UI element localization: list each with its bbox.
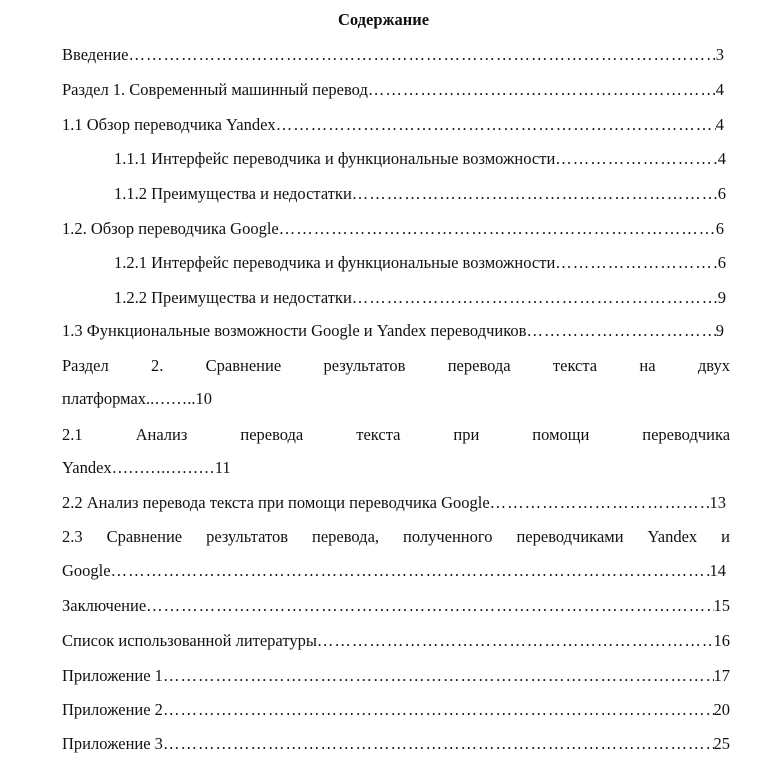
toc-entry-references[interactable] [62, 630, 730, 652]
leader-dots: ..…….. [146, 389, 196, 408]
toc-page-number: 4 [715, 80, 724, 99]
toc-page-number: 6 [717, 184, 726, 203]
toc-word: результатов [323, 356, 406, 375]
toc-page-number: 17 [713, 666, 730, 685]
leader-dots [352, 287, 718, 309]
toc-word: двух [697, 356, 730, 375]
leader-dots [555, 148, 717, 170]
toc-word: Раздел [62, 356, 109, 375]
toc-entry-appendix-1[interactable] [62, 665, 730, 687]
toc-entry-text: платформах [62, 389, 147, 408]
toc-entry-text: Приложение 2 [62, 700, 163, 719]
toc-entry-conclusion[interactable] [62, 595, 730, 617]
toc-page-number: 4 [715, 115, 724, 134]
toc-entry-text: Google [62, 561, 111, 580]
toc-word: и [721, 527, 730, 546]
toc-entry-text: 1.2.2 Преимущества и недостатки [114, 288, 352, 307]
leader-dots [368, 79, 716, 101]
toc-word: переводчика [642, 425, 731, 444]
toc-entry-2-1-cont[interactable] [62, 457, 231, 479]
toc-entry-text: Приложение 3 [62, 734, 163, 753]
toc-word: Сравнение [106, 527, 183, 546]
toc-entry-1-3[interactable] [62, 320, 724, 342]
toc-entry-section-2-cont[interactable] [62, 388, 212, 410]
toc-word: перевода [240, 425, 304, 444]
toc-entry-1-1[interactable] [62, 114, 724, 136]
toc-entry-text: 1.1 Обзор переводчика Yandex [62, 115, 276, 134]
leader-dots [163, 733, 714, 755]
leader-dots [129, 44, 716, 66]
toc-word: Yandex [647, 527, 698, 546]
toc-page-number: 15 [713, 596, 730, 615]
toc-title: Содержание [337, 10, 430, 29]
toc-entry-2-3-cont[interactable] [62, 560, 726, 582]
leader-dots [490, 492, 710, 514]
toc-entry-section-2[interactable] [62, 355, 730, 377]
toc-page-number: 20 [713, 700, 730, 719]
toc-word: помощи [532, 425, 590, 444]
toc-entry-2-3[interactable] [62, 526, 730, 548]
toc-entry-introduction[interactable] [62, 44, 724, 66]
leader-dots: ……….……… [111, 458, 215, 477]
toc-word: при [453, 425, 480, 444]
leader-dots [111, 560, 710, 582]
toc-page-number: 25 [713, 734, 730, 753]
toc-entry-text: Введение [62, 45, 129, 64]
toc-word: перевода, [312, 527, 380, 546]
toc-page-number: 9 [715, 321, 724, 340]
leader-dots [279, 218, 716, 240]
leader-dots [526, 320, 715, 342]
toc-entry-text: 1.3 Функциональные возможности Google и Yandex переводчиков [62, 321, 527, 340]
toc-word: переводчиками [516, 527, 624, 546]
toc-entry-text: Приложение 1 [62, 666, 163, 685]
toc-entry-1-2-2[interactable] [114, 287, 726, 309]
toc-page-number: 4 [717, 149, 726, 168]
toc-entry-text: Заключение [62, 596, 147, 615]
toc-entry-text: 1.1.2 Преимущества и недостатки [114, 184, 352, 203]
toc-page-number: 11 [214, 458, 231, 477]
toc-entry-appendix-3[interactable] [62, 733, 730, 755]
toc-entry-text: Yandex [62, 458, 112, 477]
toc-page-number: 16 [713, 631, 730, 650]
leader-dots [163, 699, 714, 721]
toc-entry-text: Список использованной литературы [62, 631, 317, 650]
toc-page-number: 14 [709, 561, 726, 580]
leader-dots [276, 114, 716, 136]
toc-page-number: 10 [195, 389, 213, 408]
toc-entry-text: 1.2.1 Интерфейс переводчика и функциональные возможности [114, 253, 556, 272]
toc-entry-text: 2.2 Анализ перевода текста при помощи переводчика Google [62, 493, 490, 512]
toc-word: Сравнение [205, 356, 282, 375]
toc-entry-2-2[interactable] [62, 492, 726, 514]
toc-word: текста [356, 425, 401, 444]
leader-dots [163, 665, 714, 687]
toc-page-number: 3 [715, 45, 724, 64]
toc-page-number: 13 [709, 493, 726, 512]
toc-entry-2-1[interactable] [62, 424, 730, 446]
toc-word: 2.3 [62, 527, 83, 546]
toc-entry-1-2[interactable] [62, 218, 724, 240]
toc-entry-1-1-2[interactable] [114, 183, 726, 205]
toc-word: 2. [150, 356, 164, 375]
toc-word: Анализ [135, 425, 188, 444]
toc-word: текста [552, 356, 598, 375]
toc-page-number: 6 [717, 253, 726, 272]
leader-dots [146, 595, 713, 617]
toc-word: полученного [403, 527, 493, 546]
leader-dots [317, 630, 714, 652]
toc-entry-text: Раздел 1. Современный машинный перевод [62, 80, 368, 99]
toc-word: 2.1 [62, 425, 83, 444]
toc-word: на [639, 356, 656, 375]
toc-word: перевода [447, 356, 511, 375]
toc-entry-1-2-1[interactable] [114, 252, 726, 274]
toc-word: результатов [206, 527, 289, 546]
leader-dots [352, 183, 718, 205]
toc-entry-text: 1.1.1 Интерфейс переводчика и функциональные возможности [114, 149, 556, 168]
toc-entry-text: 1.2. Обзор переводчика Google [62, 219, 279, 238]
toc-page-number: 9 [717, 288, 726, 307]
toc-entry-appendix-2[interactable] [62, 699, 730, 721]
toc-page-number: 6 [715, 219, 724, 238]
toc-entry-section-1[interactable] [62, 79, 724, 101]
toc-entry-1-1-1[interactable] [114, 148, 726, 170]
leader-dots [555, 252, 717, 274]
